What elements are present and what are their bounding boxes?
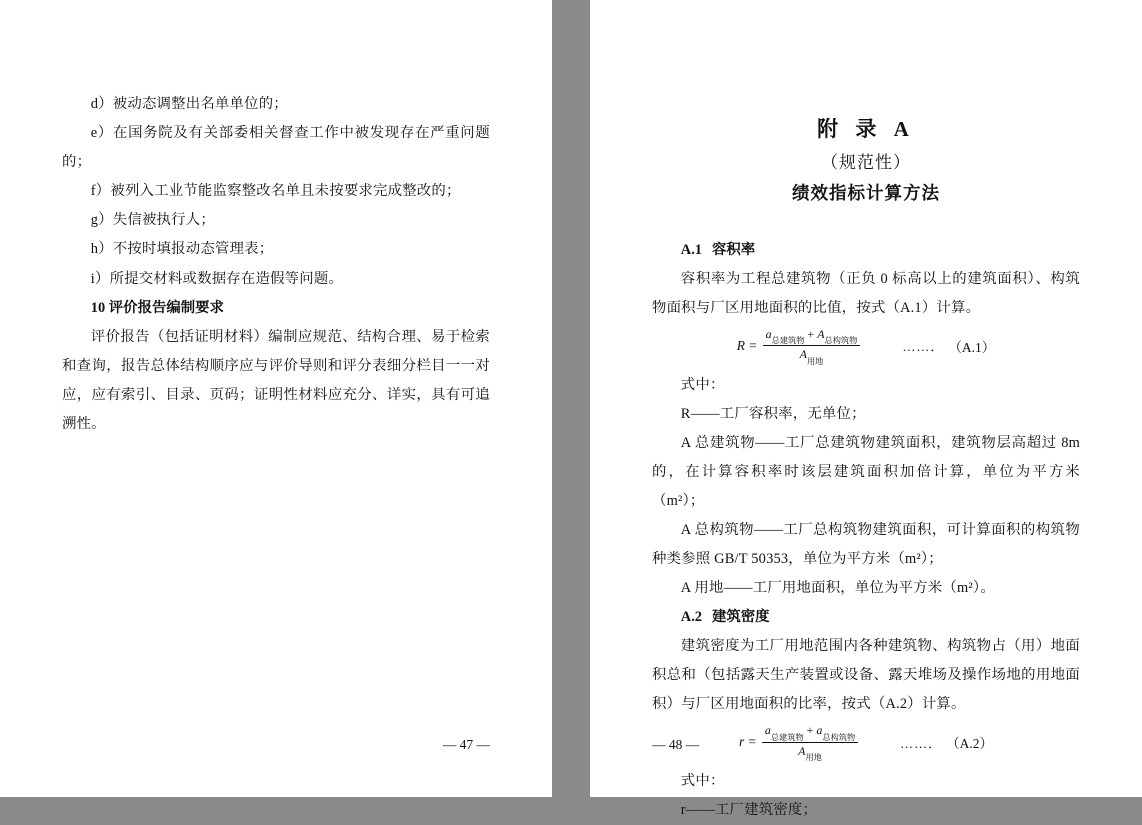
formula-a2	[652, 723, 1080, 761]
definition-a1-3: A 用地——工厂用地面积，单位为平方米（m²）。	[680, 580, 995, 597]
page-gutter	[552, 0, 590, 797]
formula-a2-number: （A.2）	[946, 736, 994, 752]
formula-a2-denominator: $A_{用地}$	[798, 743, 822, 763]
list-item: i）所提交材料或数据存在造假等问题。	[90, 270, 344, 287]
page-number-right: — 48 —	[652, 737, 700, 752]
appendix-title-line1: 附 录 A	[817, 117, 915, 141]
list-item: e）在国务院及有关部委相关督查工作中被发现存在严重问题的；	[62, 125, 490, 171]
section-label-a1: A.1	[680, 241, 702, 258]
list-item: g）失信被执行人；	[90, 212, 215, 229]
formula-a1-leader: ……．	[902, 339, 945, 355]
appendix-title-line3: 绩效指标计算方法	[792, 183, 940, 204]
section-name-a1: 容积率	[711, 241, 756, 258]
page-left	[0, 0, 552, 797]
section-heading-a2	[652, 603, 1080, 632]
formula-a1-numerator: $a_{总建筑物} + A_{总构筑物}$	[763, 327, 861, 346]
definition-a2-0: r——工厂建筑密度；	[680, 802, 818, 819]
list-item: h）不按时填报动态管理表；	[90, 241, 274, 258]
formula-a1-denominator: $A_{用地}$	[799, 347, 824, 366]
definition-a1-0: R——工厂容积率，无单位；	[680, 405, 866, 422]
appendix-title-block	[652, 112, 1080, 210]
formula-a2-fraction	[762, 723, 858, 761]
formula-a2-numerator: $a_{总建筑物} + a_{总构筑物}$	[762, 723, 858, 742]
definition-a1-2: A 总构筑物——工厂总构筑物建筑面积，可计算面积的构筑物种类参照 GB/T 50353，单位为平方米（m²）；	[652, 522, 1080, 568]
list-item: f）被列入工业节能监察整改名单且未按要求完成整改的；	[90, 183, 461, 200]
appendix-title-line2: （规范性）	[821, 152, 911, 172]
section-name-a2: 建筑密度	[711, 609, 770, 626]
formula-a1-number: （A.1）	[948, 339, 996, 355]
where-label-a2: 式中：	[680, 773, 725, 790]
formula-a1-fraction	[763, 327, 861, 365]
formula-a1-expression: R = $\frac{a_{总建筑物} + A_{总构筑物}}{A_{用地}}$	[737, 327, 863, 365]
formula-a2-leader: ……．	[900, 735, 943, 751]
definition-a1-1: A 总建筑物——工厂总建筑物建筑面积，建筑物层高超过 8m 的，在计算容积率时该层建筑面积加倍计算，单位为平方米（m²）；	[652, 434, 1080, 509]
body-paragraph: 评价报告（包括证明材料）编制应规范、结构合理、易于检索和查询，报告总体结构顺序应与评价导则和评分表细分栏目一一对应，应有索引、目录、页码；证明性材料应充分、详实，具有可追溯性。	[62, 328, 490, 433]
page-right	[590, 0, 1142, 819]
section-label-a2: A.2	[680, 609, 702, 626]
list-item: d）被动态调整出名单单位的；	[90, 96, 288, 112]
formula-a1-lhs: R	[736, 337, 746, 353]
where-label-a1: 式中：	[680, 376, 725, 393]
formula-a2-lhs: r	[738, 734, 745, 750]
page-number-left: — 47 —	[442, 737, 490, 752]
section-heading-a1	[652, 236, 1080, 265]
section-body-a2: 建筑密度为工厂用地范围内各种建筑物、构筑物占（用）地面积总和（包括露天生产装置或设备、露天堆场及操作场地的用地面积）与厂区用地面积的比率，按式（A.2）计算。	[652, 638, 1080, 713]
section-heading: 10 评价报告编制要求	[90, 299, 224, 316]
formula-a1	[652, 327, 1080, 365]
section-body-a1: 容积率为工程总建筑物（正负 0 标高以上的建筑面积）、构筑物面积与厂区用地面积的比值，按式（A.1）计算。	[652, 270, 1080, 316]
formula-a2-expression: r = $\frac{a_{总建筑物} + a_{总构筑物}}{A_{用地}}$	[739, 723, 860, 761]
